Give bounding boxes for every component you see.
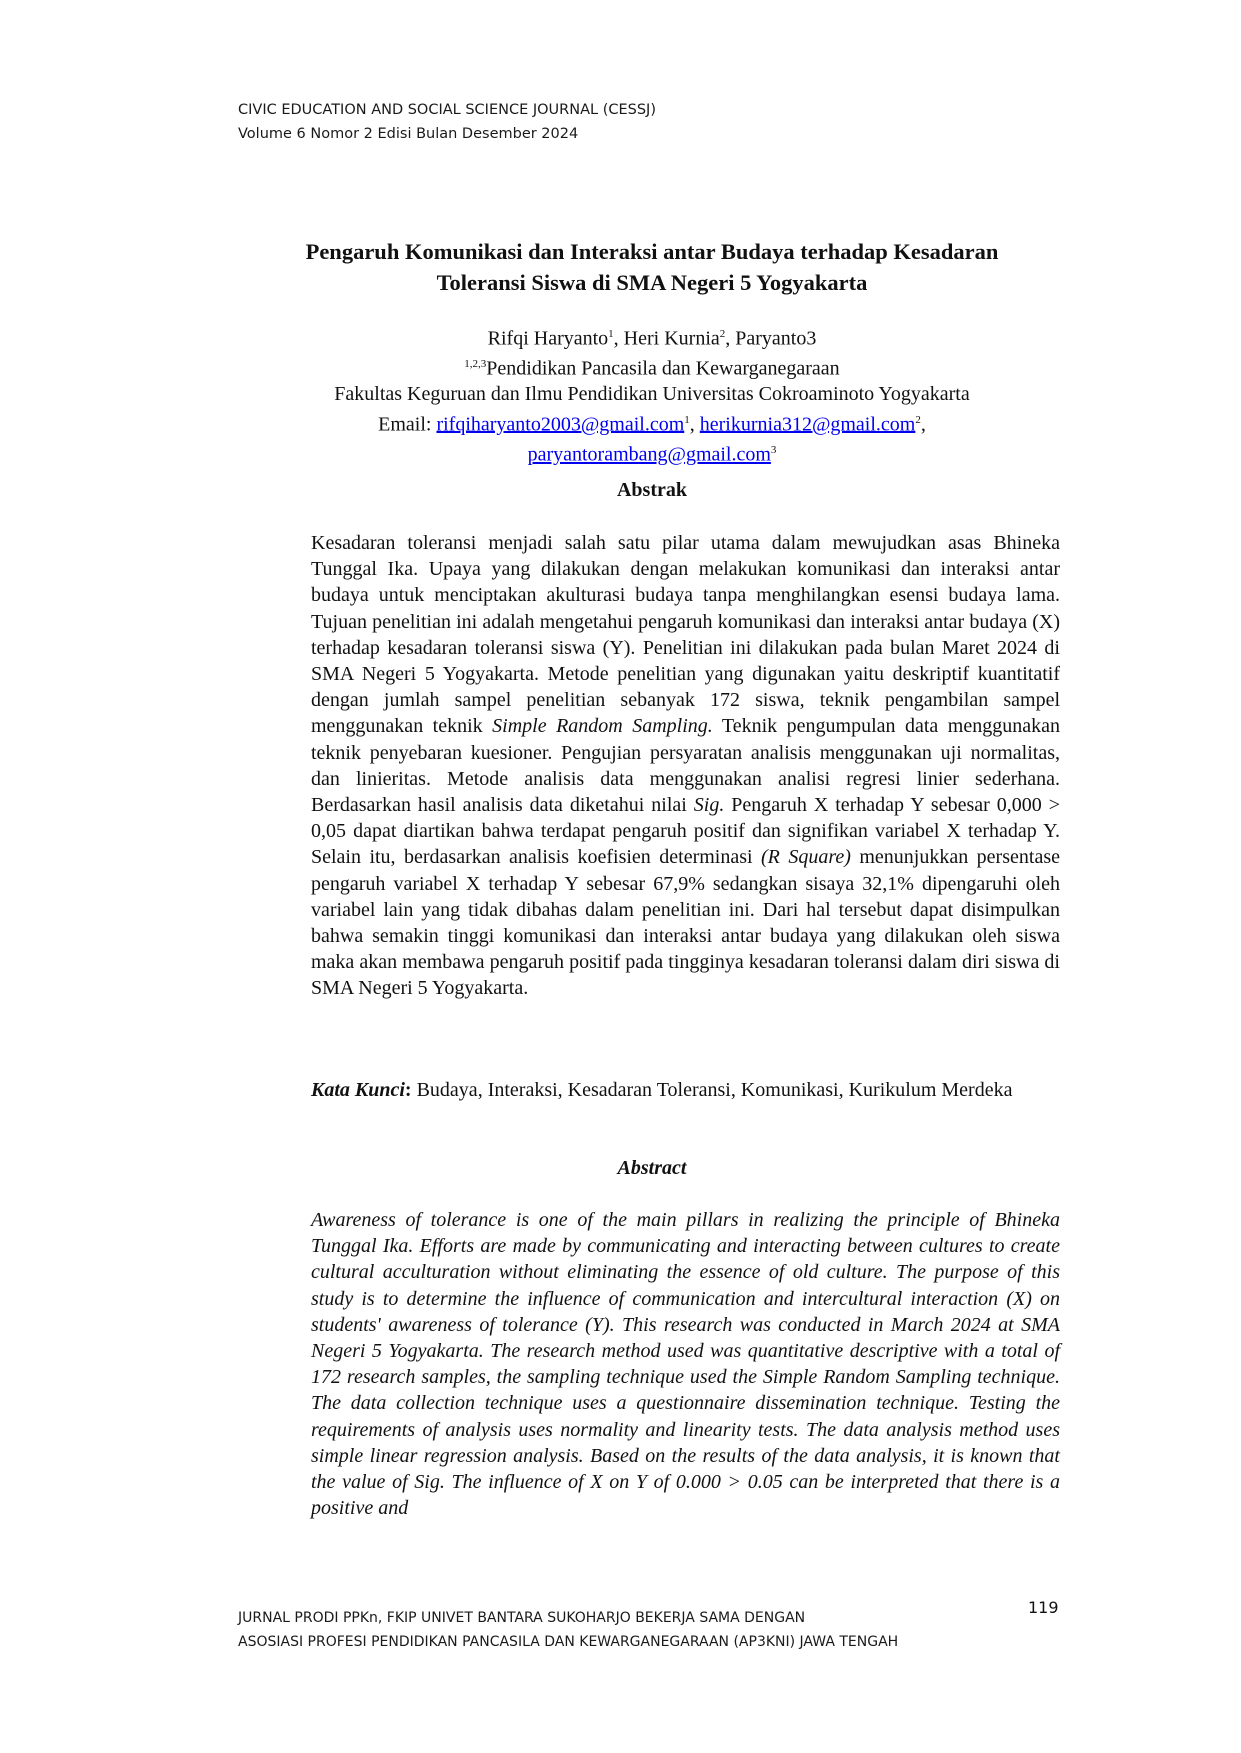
- author-name-2: Heri Kurnia: [623, 327, 720, 350]
- email-link-1[interactable]: rifqiharyanto2003@gmail.com: [436, 413, 685, 436]
- footer-line-1: JURNAL PRODI PPKn, FKIP UNIVET BANTARA SUKOHARJO BEKERJA SAMA DENGAN: [238, 1610, 806, 1626]
- abstract-heading: Abstract: [617, 1157, 687, 1179]
- author-block: [180, 322, 1124, 468]
- abstrak-text-4: menunjukkan persentase pengaruh variabel X terhadap Y sebesar 67,9% sedangkan sisaya 32,1% dipengaruhi oleh variabel lain yang tidak dibahas dalam penelitian ini. Dari hal tersebut dapat disimpulkan bahwa semakin tinggi komunikasi dan interaksi antar budaya yang dilakukan oleh siswa maka akan membawa pengaruh positif pada tingginya kesadaran toleransi dalam diri siswa di SMA Negeri 5 Yogyakarta.: [311, 846, 1060, 1000]
- abstrak-text-2: Teknik pengumpulan data menggunakan teknik penyebaran kuesioner. Pengujian persyaratan analisis menggunakan uji normalitas, dan linieritas. Metode analisis data menggunakan analisi regresi linier sederhana. Berdasarkan hasil analisis data diketahui nilai: [311, 715, 1060, 817]
- email-sup-3: 3: [770, 443, 777, 456]
- journal-header: [238, 98, 656, 146]
- page-footer: [238, 1606, 1068, 1654]
- page-number: 119: [1028, 1598, 1059, 1617]
- email-sup-1: 1: [684, 413, 690, 426]
- abstrak-heading: Abstrak: [616, 479, 687, 501]
- keywords: [311, 1077, 1060, 1103]
- footer-line-2: ASOSIASI PROFESI PENDIDIKAN PANCASILA DAN KEWARGANEGARAAN (AP3KNI) JAWA TENGAH: [238, 1634, 899, 1650]
- email-line-2: [180, 438, 1124, 468]
- journal-name: CIVIC EDUCATION AND SOCIAL SCIENCE JOURNAL (CESSJ): [238, 102, 656, 118]
- author-names: Rifqi Haryanto$^1$, Heri Kurnia$^2$, Paryanto3: [487, 327, 817, 350]
- faculty: Fakultas Keguruan dan Ilmu Pendidikan Universitas Cokroaminoto Yogyakarta: [334, 383, 970, 406]
- paper-title-line1: Pengaruh Komunikasi dan Interaksi antar Budaya terhadap Kesadaran: [305, 239, 999, 264]
- abstrak-italic-2: Sig.: [693, 794, 725, 817]
- affiliation-text: Pendidikan Pancasila dan Kewarganegaraan: [486, 357, 840, 380]
- keywords-colon: :: [404, 1079, 412, 1101]
- author-name-1: Rifqi Haryanto: [487, 327, 609, 350]
- paper-title-line2: Toleransi Siswa di SMA Negeri 5 Yogyakarta: [436, 270, 868, 295]
- abstrak-italic-3: (R Square): [761, 846, 851, 869]
- keywords-text: Budaya, Interaksi, Kesadaran Toleransi, Komunikasi, Kurikulum Merdeka: [411, 1079, 1013, 1101]
- email-link-3[interactable]: paryantorambang@gmail.com: [527, 443, 771, 466]
- email-sup-2: 2: [915, 413, 921, 426]
- abstrak-text-3: Pengaruh X terhadap Y sebesar 0,000 > 0,05 dapat diartikan bahwa terdapat pengaruh positif dan signifikan variabel X terhadap Y. Selain itu, berdasarkan analisis koefisien determinasi: [311, 794, 1060, 869]
- abstrak-paragraph: [311, 530, 1060, 1002]
- affiliation-sup: 1,2,3: [464, 358, 487, 371]
- affiliation: [180, 352, 1124, 382]
- journal-issue: Volume 6 Nomor 2 Edisi Bulan Desember 2024: [238, 126, 579, 142]
- abstract-paragraph: Awareness of tolerance is one of the main pillars in realizing the principle of Bhineka Tunggal Ika. Efforts are made by communicating and interacting between cultures to create cultural acculturation without eliminating the essence of old culture. The purpose of this study is to determine the influence of communication and intercultural interaction (X) on students' awareness of tolerance (Y). This research was conducted in March 2024 at SMA Negeri 5 Yogyakarta. The research method used was quantitative descriptive with a total of 172 research samples, the sampling technique used the Simple Random Sampling technique. The data collection technique uses a questionnaire dissemination technique. Testing the requirements of analysis uses normality and linearity tests. The data analysis method uses simple linear regression analysis. Based on the results of the data analysis, it is known that the value of Sig. The influence of X on Y of 0.000 > 0.05 can be interpreted that there is a positive and: [311, 1209, 1060, 1520]
- author-sup-1: 1: [608, 328, 614, 340]
- email-label: Email:: [378, 413, 432, 436]
- abstrak-italic-1: Simple Random Sampling.: [492, 715, 713, 738]
- email-link-2[interactable]: herikurnia312@gmail.com: [699, 413, 916, 436]
- author-name-3: Paryanto3: [735, 327, 817, 350]
- abstrak-text-1: Kesadaran toleransi menjadi salah satu pilar utama dalam mewujudkan asas Bhineka Tunggal Ika. Upaya yang dilakukan dengan melakukan komunikasi dan interaksi antar budaya untuk menciptakan akulturasi budaya tanpa menghilangkan esensi budaya lama. Tujuan penelitian ini adalah mengetahui pengaruh komunikasi dan interaksi antar budaya (X) terhadap kesadaran toleransi siswa (Y). Penelitian ini dilakukan pada bulan Maret 2024 di SMA Negeri 5 Yogyakarta. Metode penelitian yang digunakan yaitu deskriptif kuantitatif dengan jumlah sampel penelitian sebanyak 172 siswa, teknik pengambilan sampel menggunakan teknik: [311, 532, 1060, 738]
- keywords-label: Kata Kunci: [311, 1079, 405, 1101]
- author-sup-2: 2: [719, 328, 726, 340]
- email-line: Email: rifqiharyanto2003@gmail.com$^1$, herikurnia312@gmail.com$^2$,: [378, 413, 926, 436]
- paper-title: [180, 236, 1124, 298]
